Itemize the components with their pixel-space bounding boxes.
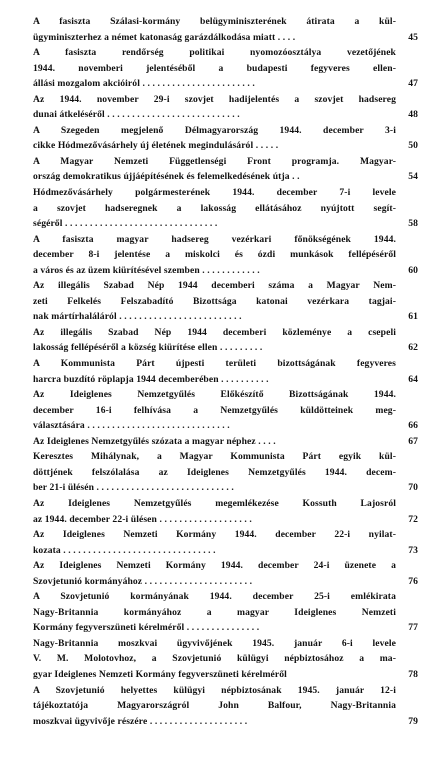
toc-entry-line: dunai átkeléséről . . . . . . . . . . . . . . . . . . . . . . . . . . . — [33, 109, 240, 121]
toc-entry-line: a város és az üzem kiürítésével szemben . . . . . . . . . . . . — [33, 264, 260, 276]
toc-entry-line: választására . . . . . . . . . . . . . . . . . . . . . . . . . . . . . — [33, 420, 230, 432]
toc-entry-line: ügyminiszterhez a német katonaság garázdálkodása miatt . . . . — [33, 31, 296, 43]
toc-entry-line: állási mozgalom akcióiról . . . . . . . . . . . . . . . . . . . . . . . — [33, 78, 255, 90]
toc-entry[interactable] — [33, 185, 418, 232]
toc-entry-line: A Magyar Nemzeti Függetlenségi Front programja. Magyar- — [33, 155, 396, 167]
toc-entry-line: gyar Ideiglenes Nemzeti Kormány fegyverszüneti kérelméről — [33, 668, 287, 680]
toc-entry-line: december 8-i jelentése a miskolci és ózdi munkások fellépéséről — [33, 249, 396, 261]
toc-entry-line: Az 1944. november 29-i szovjet hadijelentés a szovjet hadsereg — [33, 93, 396, 105]
toc-entry-line: A Szegeden megjelenő Délmagyarország 1944. december 3-i — [33, 124, 396, 136]
toc-entry-line: ber 21-i ülésén . . . . . . . . . . . . . . . . . . . . . . . . . . . . — [33, 482, 234, 494]
toc-entry-line: A fasiszta Szálasi-kormány belügyminiszterének átirata a kül- — [33, 16, 396, 27]
toc-page-number: 58 — [408, 218, 418, 230]
toc-page-number: 48 — [408, 109, 418, 121]
toc-page-number: 45 — [408, 31, 418, 43]
toc-entry-line: lakosság fellépéséről a község kiürítése ellen . . . . . . . . . — [33, 342, 263, 354]
toc-entry-line: zeti Felkelés Felszabadító Bizottsága katonai vezérkara tagjai- — [33, 295, 396, 307]
toc-entry-line: cikke Hódmezővásárhely új életének megindulásáról . . . . . — [33, 140, 279, 152]
toc-entry[interactable] — [33, 325, 418, 356]
toc-entry-line: harcra buzdító röplapja 1944 decemberében . . . . . . . . . . — [33, 373, 269, 385]
toc-page-number: 79 — [408, 715, 418, 727]
toc-entry-line: Szovjetunió kormányához . . . . . . . . . . . . . . . . . . . . . . — [33, 575, 253, 587]
toc-entry-line: Az Ideiglenes Nemzetgyűlés Előkészítő Bizottságának 1944. — [33, 389, 396, 401]
toc-entry[interactable] — [33, 387, 418, 434]
toc-entry-line: Kormány fegyverszüneti kérelméről . . . . . . . . . . . . . . . — [33, 622, 260, 634]
toc-entry-line: A Kommunista Párt újpesti területi bizottságának fegyveres — [33, 358, 396, 370]
toc-entry[interactable] — [33, 496, 418, 527]
toc-page-number: 72 — [408, 513, 418, 525]
toc-page-number: 73 — [408, 544, 418, 556]
toc-entry[interactable] — [33, 356, 418, 387]
toc-entry[interactable] — [33, 14, 418, 45]
toc-entry[interactable] — [33, 45, 418, 92]
toc-entry[interactable] — [33, 154, 418, 185]
toc-entry-line: december 16-i felhívása a Nemzetgyűlés küldötteinek meg- — [33, 404, 396, 416]
toc-entry[interactable] — [33, 558, 418, 589]
toc-entry-line: ségéről . . . . . . . . . . . . . . . . . . . . . . . . . . . . . . . — [33, 218, 218, 230]
toc-entry-line: A fasiszta magyar hadsereg vezérkari főnökségének 1944. — [33, 233, 396, 245]
toc-page-number: 50 — [408, 140, 418, 152]
toc-entry-line: Nagy-Britannia kormányához a magyar Ideiglenes Nemzeti — [33, 606, 396, 618]
toc-entry[interactable] — [33, 123, 418, 154]
toc-entry-line: Hódmezővásárhely polgármesterének 1944. december 7-i levele — [33, 187, 396, 199]
toc-entry-line: Az Ideiglenes Nemzetgyűlés megemlékezése Kossuth Lajosról — [33, 497, 396, 509]
toc-entry-line: Az Ideiglenes Nemzetgyűlés szózata a magyar néphez . . . . — [33, 435, 276, 447]
toc-entry-line: ország demokratikus újjáépítésének és felemelkedésének útja . . — [33, 171, 300, 183]
toc-entry-line: a szovjet hadseregnek a lakosság ellátásához nyújtott segít- — [33, 202, 396, 214]
toc-entry-line: kozata . . . . . . . . . . . . . . . . . . . . . . . . . . . . . . . — [33, 544, 216, 556]
toc-entry[interactable] — [33, 92, 418, 123]
toc-entry-line: Az Ideiglenes Nemzeti Kormány 1944. december 22-i nyilat- — [33, 529, 396, 541]
toc-page-number: 64 — [408, 373, 418, 385]
toc-entry-line: nak mártírhaláláról . . . . . . . . . . . . . . . . . . . . . . . . . — [33, 311, 242, 323]
toc-page-number: 76 — [408, 575, 418, 587]
toc-page-number: 60 — [408, 264, 418, 276]
toc-entry-line: Az illegális Szabad Nép 1944 decemberi közleménye a csepeli — [33, 326, 396, 338]
toc-page-number: 61 — [408, 311, 418, 323]
toc-entry[interactable] — [33, 434, 418, 450]
toc-entry-line: Az Ideiglenes Nemzeti Kormány 1944. december 24-i üzenete a — [33, 560, 396, 572]
toc-entry-line: V. M. Molotovhoz, a Szovjetunió külügyi népbiztosához a ma- — [33, 653, 396, 665]
toc-entry-line: A Szovjetunió kormányának 1944. december 25-i emlékirata — [33, 591, 396, 603]
toc-entry-line: 1944. novemberi jelentéséből a budapesti fegyveres ellen- — [33, 62, 396, 74]
toc-page-number: 62 — [408, 342, 418, 354]
toc-entry-line: döttjének felszólalása az Ideiglenes Nemzetgyűlés 1944. decem- — [33, 466, 396, 478]
toc-entry-line: tájékoztatója Magyarországról John Balfour, Nagy-Britannia — [33, 700, 396, 712]
toc-page-number: 70 — [408, 482, 418, 494]
toc-entry[interactable] — [33, 683, 418, 730]
toc-entry[interactable] — [33, 527, 418, 558]
toc-entry-line: Az illegális Szabad Nép 1944 decemberi száma a Magyar Nem- — [33, 280, 396, 292]
toc-entry-line: Nagy-Britannia moszkvai ügyvivőjének 1945. január 6-i levele — [33, 637, 396, 649]
toc-page-number: 78 — [408, 668, 418, 680]
toc-entry[interactable] — [33, 589, 418, 636]
toc-entry[interactable] — [33, 636, 418, 683]
toc-entry[interactable] — [33, 232, 418, 279]
toc-entry-line: Keresztes Mihálynak, a Magyar Kommunista Párt egyik kül- — [33, 451, 396, 463]
toc-entry-line: A fasiszta rendőrség politikai nyomozóosztálya vezetőjének — [33, 47, 396, 59]
toc-entry-line: az 1944. december 22-i ülésen . . . . . . . . . . . . . . . . . . . — [33, 513, 252, 525]
toc-entry[interactable] — [33, 278, 418, 325]
toc-page-number: 54 — [408, 171, 418, 183]
toc-page-number: 66 — [408, 420, 418, 432]
table-of-contents — [33, 14, 418, 729]
toc-entry-line: A Szovjetunió helyettes külügyi népbiztosának 1945. január 12-i — [33, 684, 396, 696]
toc-page-number: 77 — [408, 622, 418, 634]
toc-page-number: 47 — [408, 78, 418, 90]
toc-entry[interactable] — [33, 449, 418, 496]
toc-page-number: 67 — [408, 435, 418, 447]
toc-entry-line: moszkvai ügyvivője részére . . . . . . . . . . . . . . . . . . . . — [33, 715, 248, 727]
